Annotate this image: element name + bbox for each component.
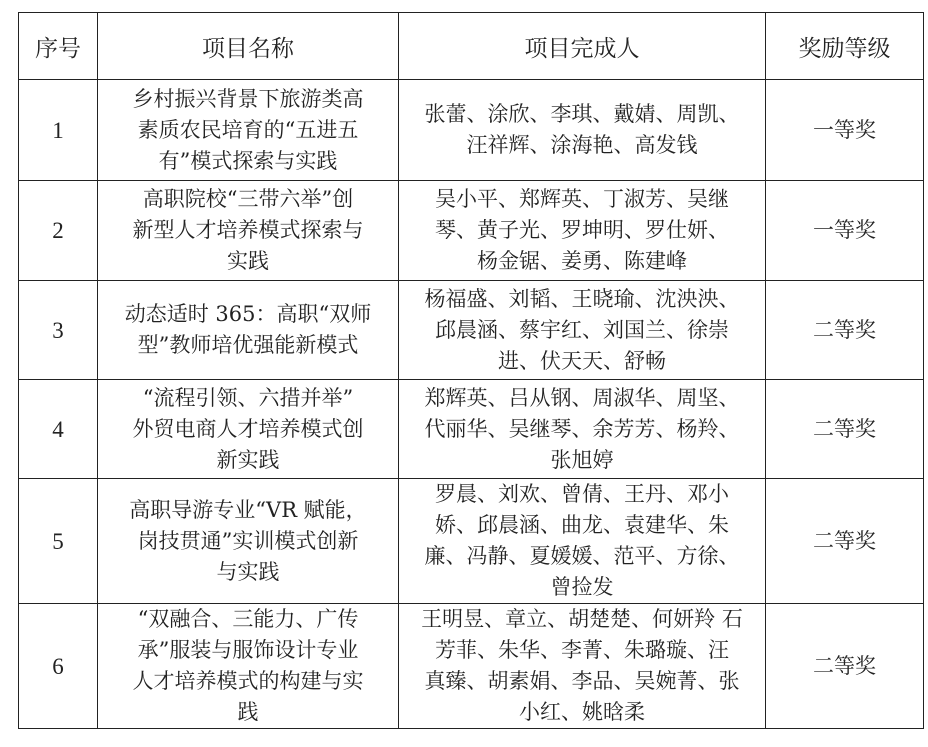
table-row [19,604,924,729]
project-members-line: 代丽华、吴继琴、余芳芳、杨羚、 [424,416,740,441]
project-members-line: 廉、冯静、夏媛媛、范平、方徐、 [424,544,740,568]
award-level: 二等奖 [766,281,924,380]
header-row [19,13,924,80]
row-index: 4 [19,380,98,479]
project-members [399,380,766,479]
table-row [19,181,924,281]
row-index: 1 [19,80,98,181]
project-members-line: 曾捡发 [550,575,614,599]
project-name [98,281,399,380]
project-name-line: “双融合、三能力、广传 [137,607,359,631]
project-members-line: 汪祥辉、涂海艳、高发钱 [466,133,698,157]
project-name-line: 高职导游专业“VR 赋能， [129,497,367,522]
row-index: 3 [19,281,98,380]
project-name-line: 型”教师培优强能新模式 [137,333,359,357]
project-members-line: 王明昱、章立、胡楚楚、何妍羚 石 [421,607,743,631]
project-name-line: 高职院校“三带六举”创 [142,187,354,211]
project-members [399,181,766,281]
header-index: 序号 [19,13,98,80]
project-members-line: 罗晨、刘欢、曾倩、王丹、邓小 [435,482,729,506]
header-project-name: 项目名称 [98,13,399,80]
project-name-line: 新实践 [216,447,280,472]
header-project-members: 项目完成人 [399,13,766,80]
project-name-line: 乡村振兴背景下旅游类高 [132,86,364,111]
row-index: 6 [19,604,98,729]
project-name [98,479,399,604]
project-name [98,181,399,281]
project-members-line: 吴小平、郑辉英、丁淑芳、吴继 [435,187,729,211]
project-name-line: 承”服装与服饰设计专业 [137,638,359,662]
award-level: 二等奖 [766,604,924,729]
table-row [19,281,924,380]
project-name-line: 践 [237,700,259,724]
awards-table [18,12,924,729]
project-members-line: 杨金锯、姜勇、陈建峰 [477,249,687,273]
header-award-level: 奖励等级 [766,13,924,80]
project-members-line: 芳菲、朱华、李菁、朱璐璇、汪 [435,638,729,662]
award-level: 一等奖 [766,80,924,181]
project-name-line: 动态适时 365：高职“双师 [124,302,372,326]
table-row [19,80,924,181]
project-members [399,604,766,729]
project-members [399,80,766,181]
award-level: 一等奖 [766,181,924,281]
project-name-line: 素质农民培育的“五进五 [137,117,359,142]
project-name-line: 新型人才培养模式探索与 [132,218,364,242]
project-name-line: 有”模式探索与实践 [158,148,338,173]
project-name-line: 实践 [227,249,269,273]
project-name-line: 与实践 [216,559,280,584]
project-members [399,479,766,604]
project-name-line: 人才培养模式的构建与实 [132,669,364,693]
project-members-line: 张蕾、涂欣、李琪、戴婧、周凯、 [424,102,740,126]
project-members-line: 邱晨涵、蔡宇红、刘国兰、徐崇 [435,317,729,342]
project-name [98,604,399,729]
project-members-line: 郑辉英、吕从钢、周淑华、周坚、 [424,385,740,410]
table-row [19,479,924,604]
project-members-line: 杨福盛、刘韬、王晓瑜、沈泱泱、 [424,286,740,311]
project-name-line: “流程引领、六措并举” [142,385,354,410]
table-row [19,380,924,479]
project-name-line: 岗技贯通”实训模式创新 [137,528,359,553]
award-level: 二等奖 [766,479,924,604]
project-members-line: 真臻、胡素娟、李品、吴婉菁、张 [424,669,740,693]
project-name [98,380,399,479]
project-members-line: 娇、邱晨涵、曲龙、袁建华、朱 [435,513,729,537]
project-members-line: 张旭婷 [550,447,614,472]
award-level: 二等奖 [766,380,924,479]
project-members-line: 琴、黄子光、罗坤明、罗仕妍、 [435,218,729,242]
project-name [98,80,399,181]
row-index: 2 [19,181,98,281]
row-index: 5 [19,479,98,604]
project-members-line: 小红、姚晗柔 [519,700,645,724]
project-members-line: 进、伏天天、舒畅 [498,348,666,373]
project-name-line: 外贸电商人才培养模式创 [132,416,364,441]
project-members [399,281,766,380]
